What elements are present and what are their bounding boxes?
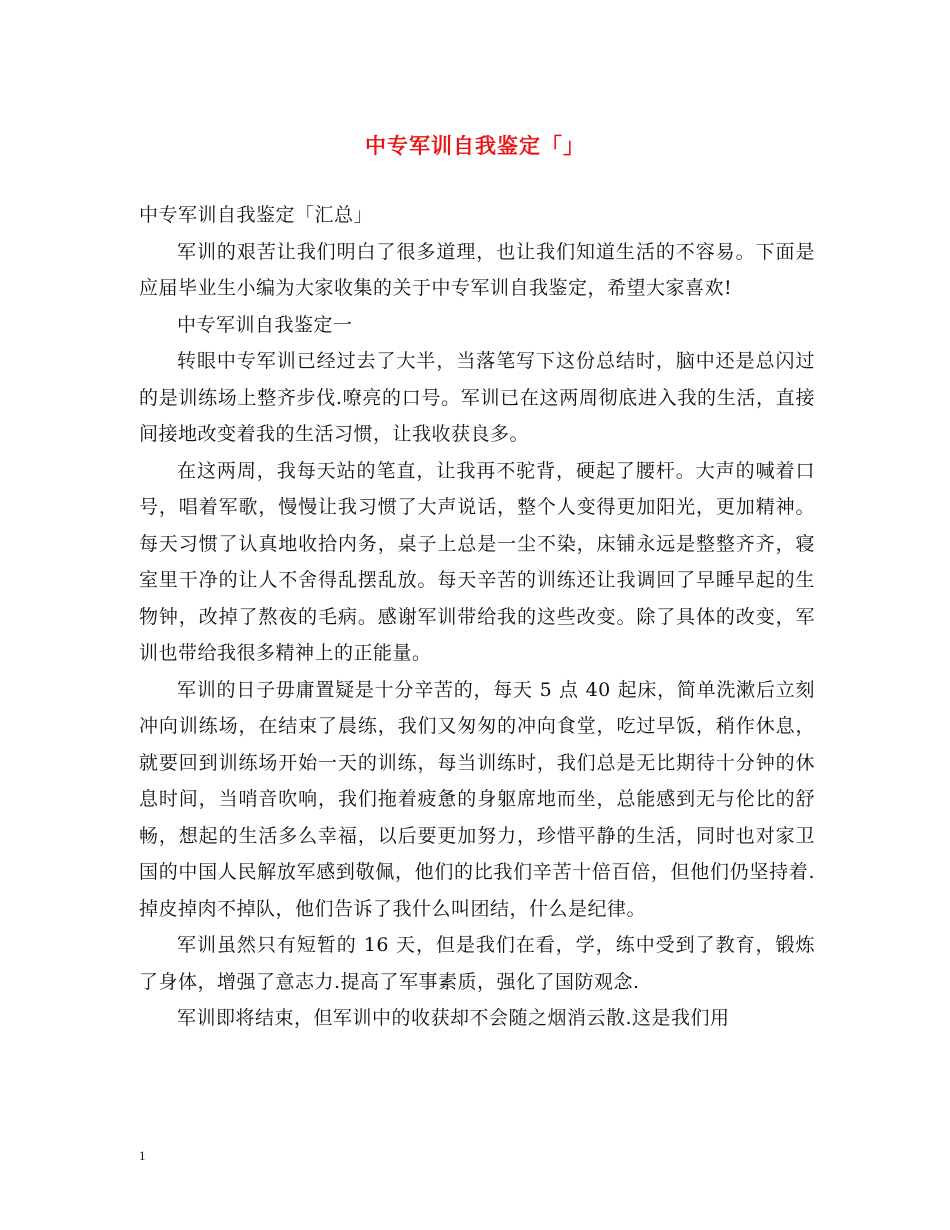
intro-paragraph: 军训的艰苦让我们明白了很多道理，也让我们知道生活的不容易。下面是应届毕业生小编为大家收集的关于中专军训自我鉴定，希望大家喜欢! (139, 240, 815, 299)
body-paragraph: 在这两周，我每天站的笔直，让我再不驼背，硬起了腰杆。大声的喊着口号，唱着军歌，慢慢让我习惯了大声说话，整个人变得更加阳光，更加精神。每天习惯了认真地收拾内务，桌子上总是一尘不染，床铺永远是整整齐齐，寝室里干净的让人不舍得乱摆乱放。每天辛苦的训练还让我调回了早睡早起的生物钟，改掉了熬夜的毛病。感谢军训带给我的这些改变。除了具体的改变，军训也带给我很多精神上的正能量。 (139, 459, 815, 664)
document-body (139, 197, 815, 1037)
body-paragraph: 转眼中专军训已经过去了大半，当落笔写下这份总结时，脑中还是总闪过的是训练场上整齐步伐.嘹亮的口号。军训已在这两周彻底进入我的生活，直接间接地改变着我的生活习惯，让我收获良多。 (139, 350, 815, 445)
page-number: 1 (139, 1148, 146, 1163)
body-paragraph: 军训的日子毋庸置疑是十分辛苦的，每天 5 点 40 起床，简单洗漱后立刻冲向训练场，在结束了晨练，我们又匆匆的冲向食堂，吃过早饭，稍作休息，就要回到训练场开始一天的训练，每当训练时，我们总是无比期待十分钟的休息时间，当哨音吹响，我们拖着疲惫的身躯席地而坐，总能感到无与伦比的舒畅，想起的生活多么幸福，以后要更加努力，珍惜平静的生活，同时也对家卫国的中国人民解放军感到敬佩，他们的比我们辛苦十倍百倍，但他们仍坚持着.掉皮掉肉不掉队，他们告诉了我什么叫团结，什么是纪律。 (139, 678, 815, 920)
body-paragraph: 军训虽然只有短暂的 16 天，但是我们在看，学，练中受到了教育，锻炼了身体，增强了意志力.提高了军事素质，强化了国防观念. (139, 934, 815, 993)
section-heading: 中专军训自我鉴定一 (177, 313, 353, 336)
document-subtitle: 中专军训自我鉴定「汇总」 (139, 204, 374, 226)
body-paragraph: 军训即将结束，但军训中的收获却不会随之烟消云散.这是我们用 (177, 1007, 730, 1029)
document-title: 中专军训自我鉴定「」 (365, 133, 585, 158)
